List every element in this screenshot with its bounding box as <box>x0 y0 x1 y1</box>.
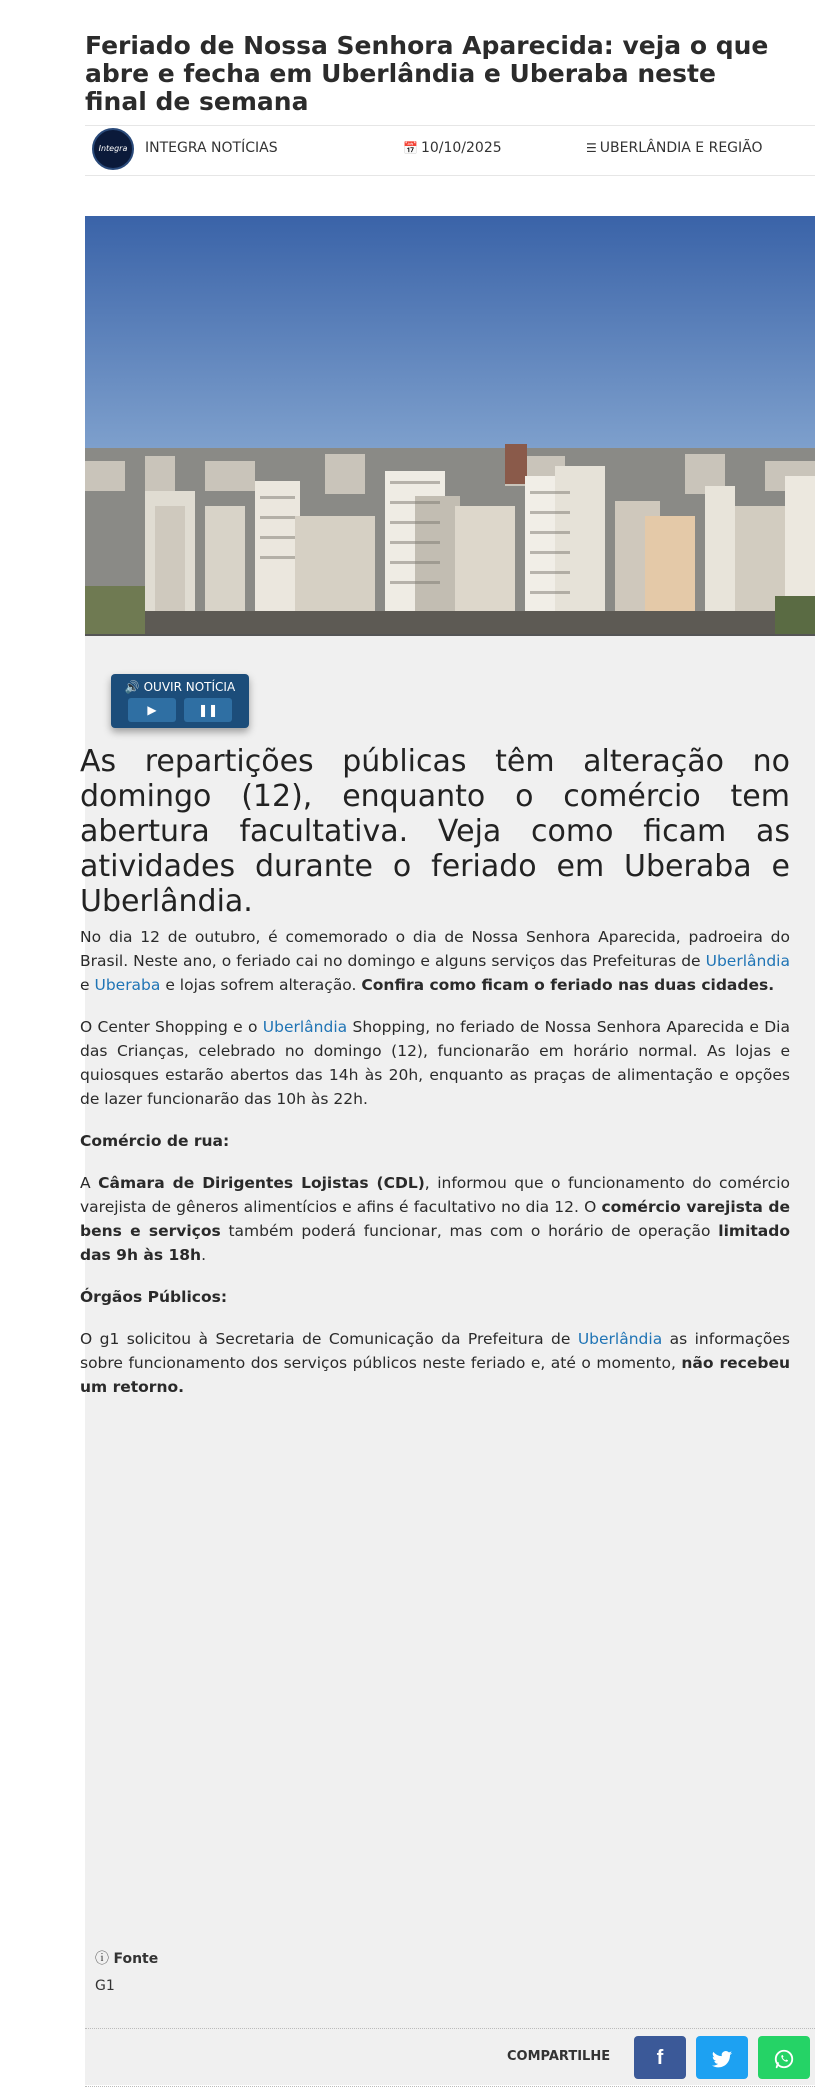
paragraph-1 <box>80 925 790 997</box>
text: A <box>80 1174 99 1192</box>
avatar-logo-text: Integra <box>98 144 128 153</box>
calendar-icon: 📅 <box>403 141 418 155</box>
share-label: COMPARTILHE <box>507 2049 611 2064</box>
bold-text: Confira como ficam o feriado nas duas cidades. <box>361 976 775 994</box>
heading-text: Comércio de rua: <box>80 1132 230 1150</box>
text: O Center Shopping e o <box>80 1018 263 1036</box>
paragraph-3 <box>80 1171 790 1267</box>
audio-player <box>111 674 249 728</box>
source-credit-label: Fonte <box>113 1951 159 1967</box>
article-title: Feriado de Nossa Senhora Aparecida: veja o que abre e fecha em Uberlândia e Uberaba neste final de semana <box>85 31 769 116</box>
text: O g1 solicitou à Secretaria de Comunicação da Prefeitura de <box>80 1330 578 1348</box>
source-avatar[interactable] <box>92 128 134 170</box>
article-body <box>80 744 790 1417</box>
share-bar <box>85 2028 815 2087</box>
audio-player-title <box>111 680 249 694</box>
twitter-icon <box>711 2048 733 2070</box>
text: , informou que o funcionamento do comércio varejista de gêneros alimentícios e afins é facultativo no dia 12. O <box>80 1174 790 1216</box>
share-facebook-button[interactable] <box>634 2036 686 2079</box>
hero-image-city-skyline <box>85 216 815 636</box>
link-uberlandia[interactable]: Uberlândia <box>262 1018 348 1036</box>
category-text: UBERLÂNDIA E REGIÃO <box>599 140 763 156</box>
paragraph-2 <box>80 1015 790 1111</box>
bold-text: não recebeu um retorno. <box>80 1354 790 1396</box>
source-credit-value: G1 <box>95 1978 115 1994</box>
source-credit <box>95 1948 158 1994</box>
link-uberlandia[interactable]: Uberlândia <box>577 1330 663 1348</box>
section-heading-orgaos <box>80 1285 790 1309</box>
article-meta-bar <box>85 125 815 176</box>
text: também poderá funcionar, mas com o horário de operação <box>220 1222 719 1240</box>
play-button[interactable] <box>128 698 176 722</box>
speaker-icon: 🔊 <box>124 680 140 694</box>
bold-text: limitado das 9h às 18h <box>80 1222 790 1264</box>
source-name[interactable]: INTEGRA NOTÍCIAS <box>145 140 278 156</box>
text: . <box>201 1246 207 1264</box>
text: Shopping, no feriado de Nossa Senhora Aparecida e Dia das Crianças, celebrado no domingo (12), funcionarão em horário normal. As lojas e quiosques estarão abertos das 14h às 20h, enquanto as praças de alimentação e opções de lazer funcionarão das 10h às 22h. <box>80 1018 790 1108</box>
link-uberlandia[interactable]: Uberlândia <box>705 952 790 970</box>
pause-button[interactable] <box>184 698 232 722</box>
play-icon: ▶ <box>147 703 157 717</box>
whatsapp-icon <box>773 2048 795 2070</box>
facebook-icon: f <box>656 2047 664 2069</box>
publish-date <box>403 140 502 156</box>
bold-text: comércio varejista de bens e serviços <box>80 1198 790 1240</box>
text: e <box>80 976 95 994</box>
article-lead: As repartições públicas têm alteração no domingo (12), enquanto o comércio tem abertura facultativa. Veja como ficam as atividades durante o feriado em Uberaba e Uberlândia. <box>80 744 790 919</box>
section-heading-comercio <box>80 1129 790 1153</box>
heading-text: Órgãos Públicos: <box>80 1288 228 1306</box>
audio-player-label: OUVIR NOTÍCIA <box>143 680 236 694</box>
bold-text: Câmara de Dirigentes Lojistas (CDL) <box>98 1174 425 1192</box>
pause-icon: ❚❚ <box>197 703 219 717</box>
text: as informações sobre funcionamento dos serviços públicos neste feriado e, até o momento, <box>80 1330 790 1372</box>
publish-date-text: 10/10/2025 <box>420 140 502 156</box>
text: No dia 12 de outubro, é comemorado o dia de Nossa Senhora Aparecida, padroeira do Brasil. Neste ano, o feriado cai no domingo e alguns serviços das Prefeituras de <box>80 928 790 970</box>
share-whatsapp-button[interactable] <box>758 2036 810 2079</box>
link-uberaba[interactable]: Uberaba <box>94 976 161 994</box>
list-icon: ☰ <box>586 141 597 155</box>
category-link[interactable] <box>586 140 763 156</box>
share-twitter-button[interactable] <box>696 2036 748 2079</box>
paragraph-4 <box>80 1327 790 1399</box>
info-icon: ⓘ <box>95 1951 109 1967</box>
text: e lojas sofrem alteração. <box>160 976 362 994</box>
